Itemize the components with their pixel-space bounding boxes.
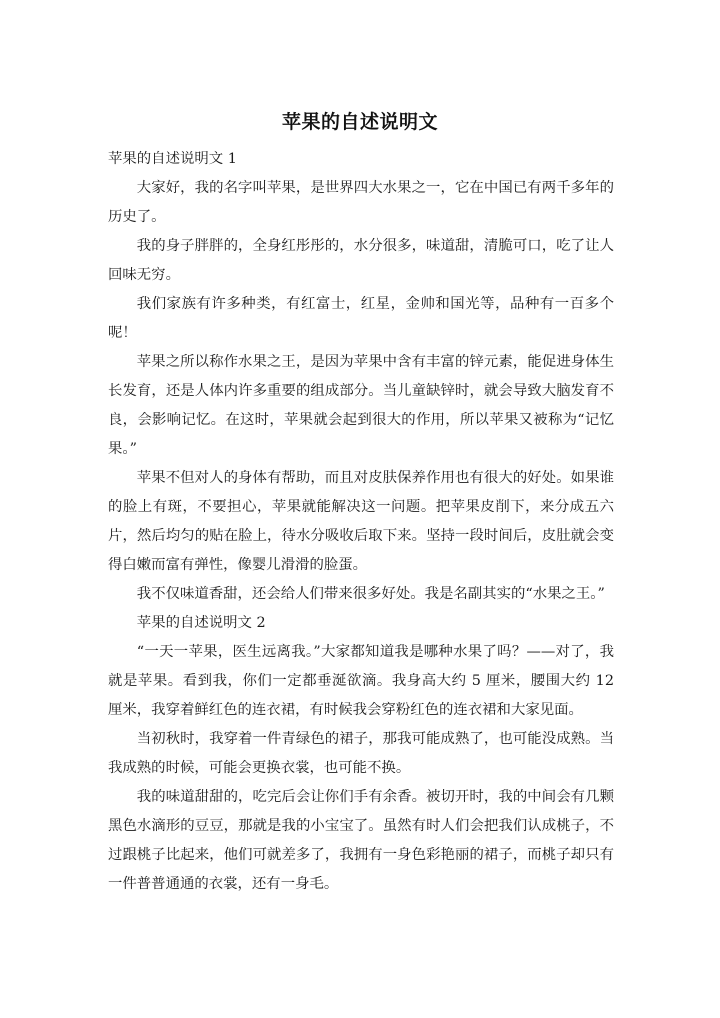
section-1-paragraph: 我不仅味道香甜，还会给人们带来很多好处。我是名副其实的“水果之王。”: [136, 586, 605, 602]
section-2-paragraph: 当初秋时，我穿着一件青绿色的裙子，那我可能成熟了，也可能没成熟。当我成熟的时候，可能会更换衣裳，也可能不换。: [108, 731, 614, 776]
section-1-paragraph: 我们家族有许多种类，有红富士，红星，金帅和国光等，品种有一百多个呢！: [108, 296, 614, 341]
section-1-paragraph: 大家好，我的名字叫苹果，是世界四大水果之一，它在中国已有两千多年的历史了。: [108, 180, 614, 225]
section-1-paragraph: 苹果不但对人的身体有帮助，而且对皮肤保养作用也有很大的好处。如果谁的脸上有斑，不要担心，苹果就能解决这一问题。把苹果皮削下，来分成五六片，然后均匀的贴在脸上，待水分吸收后取下来。坚持一段时间后，皮肚就会变得白嫩而富有弹性，像婴儿滑滑的脸蛋。: [108, 470, 614, 573]
document-title: 苹果的自述说明文: [281, 111, 438, 133]
document-body: [108, 145, 614, 899]
section-2-paragraph: “一天一苹果，医生远离我。”大家都知道我是哪种水果了吗？——对了，我就是苹果。看到我，你们一定都垂涎欲滴。我身高大约 5 厘米，腰围大约 12 厘米，我穿着鲜红色的连衣裙，有时候我会穿粉红色的连衣裙和大家见面。: [108, 644, 614, 718]
section-1-paragraph: 苹果之所以称作水果之王，是因为苹果中含有丰富的锌元素，能促进身体生长发育，还是人体内许多重要的组成部分。当儿童缺锌时，就会导致大脑发育不良，会影响记忆。在这时，苹果就会起到很大的作用，所以苹果又被称为“记忆果。”: [108, 354, 614, 457]
section-1-paragraph: 我的身子胖胖的，全身红彤彤的，水分很多，味道甜，清脆可口，吃了让人回味无穷。: [108, 238, 614, 283]
section-1-heading: 苹果的自述说明文 1: [108, 151, 237, 167]
section-2-heading: 苹果的自述说明文 2: [136, 615, 266, 631]
section-2-paragraph: 我的味道甜甜的，吃完后会让你们手有余香。被切开时，我的中间会有几颗黑色水滴形的豆豆，那就是我的小宝宝了。虽然有时人们会把我们认成桃子，不过跟桃子比起来，他们可就差多了，我拥有一身色彩艳丽的裙子，而桃子却只有一件普普通通的衣裳，还有一身毛。: [108, 789, 614, 892]
